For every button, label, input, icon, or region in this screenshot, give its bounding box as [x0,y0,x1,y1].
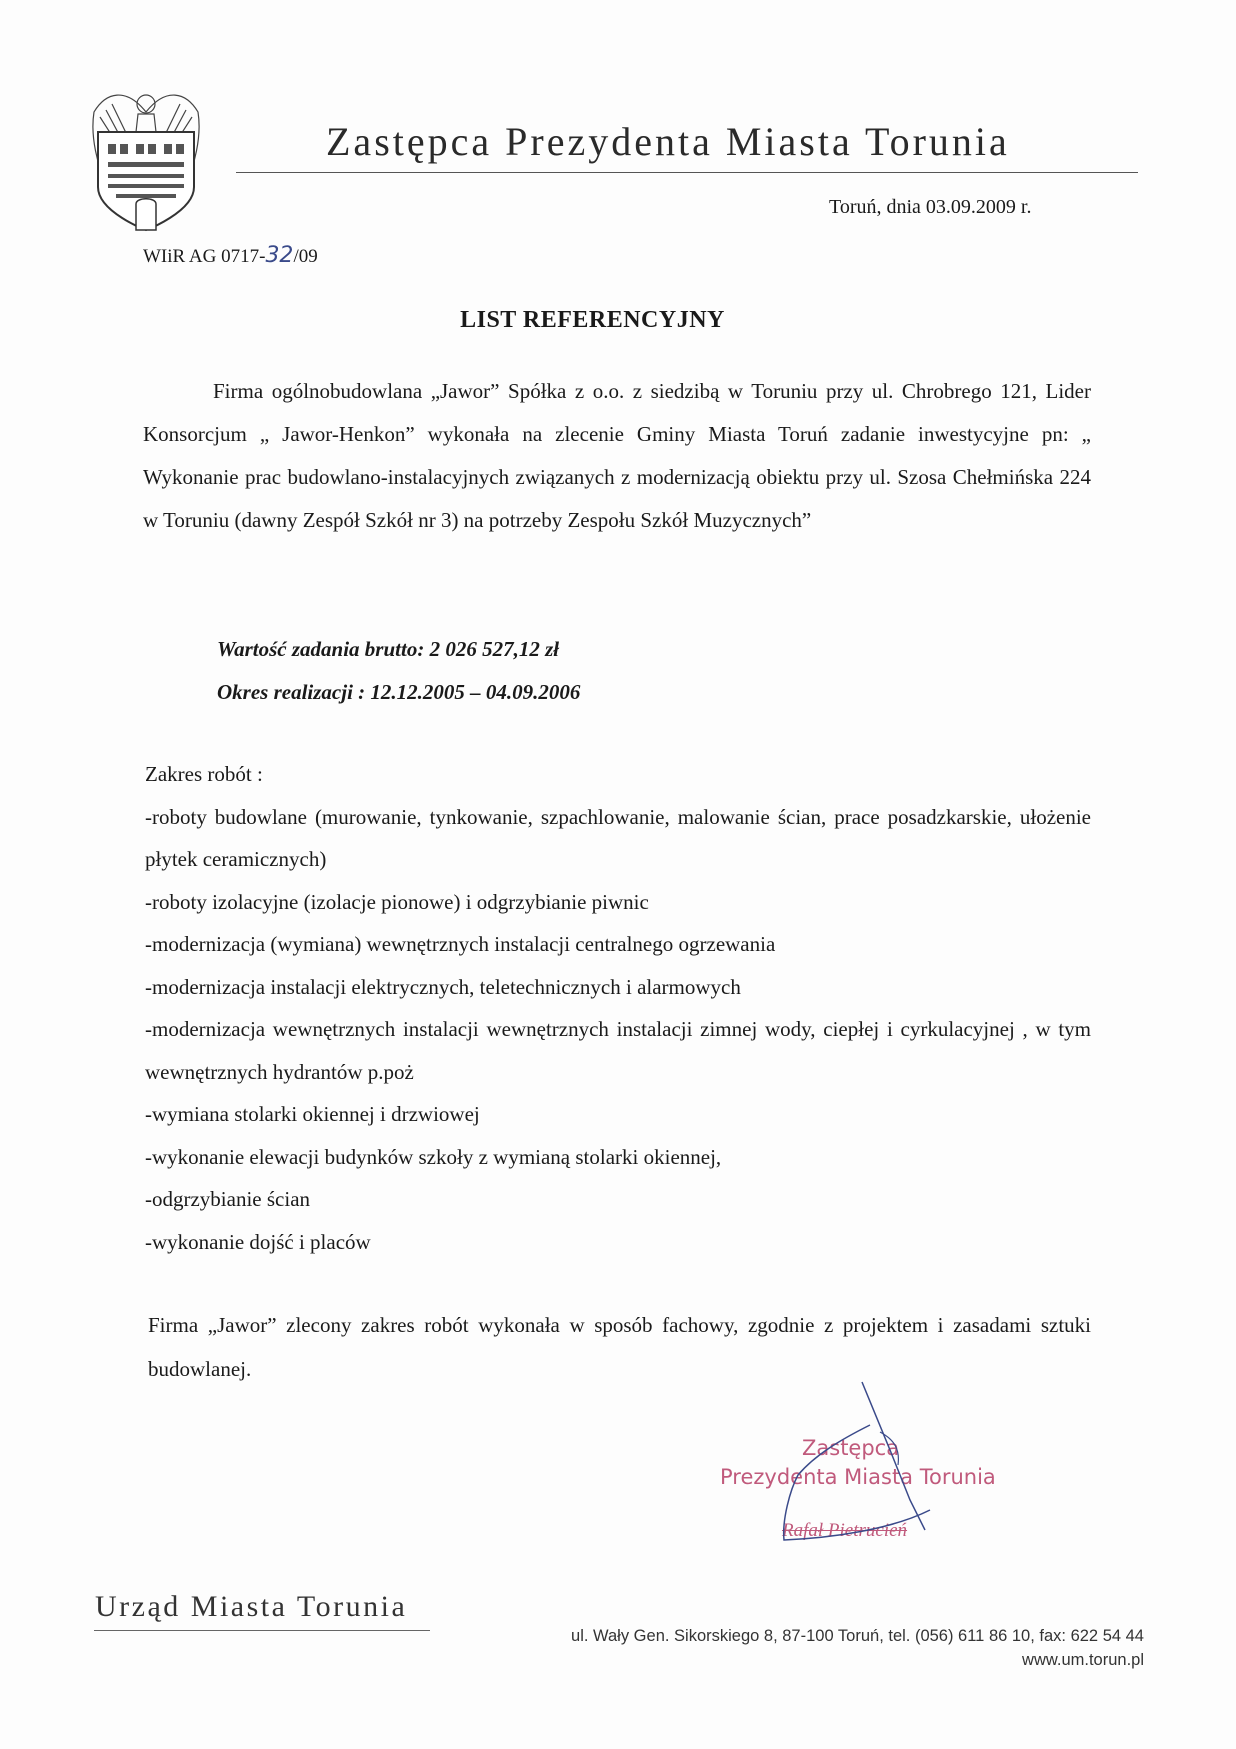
scope-item: -wymiana stolarki okiennej i drzwiowej [145,1102,480,1126]
footer-office-name: Urząd Miasta Torunia [95,1590,408,1623]
scope-item: -modernizacja instalacji elektrycznych, teletechnicznych i alarmowych [145,974,741,999]
scope-title: Zakres robót : [145,762,263,786]
reference-handwritten: 32 [265,243,294,268]
scope-item: -wykonanie elewacji budynków szkoły z wymianą stolarki okiennej, [145,1144,722,1169]
scope-item: -roboty budowlane (murowanie, tynkowanie, szpachlowanie, malowanie ścian, prace posadzkarskie, ułożenie płytek ceramicznych) [145,804,1091,871]
closing-paragraph: Firma „Jawor” zlecony zakres robót wykonała w sposób fachowy, zgodnie z projektem i zasadami sztuki budowlanej. [148,1313,1091,1381]
scope-item: -odgrzybianie ścian [145,1187,311,1211]
contract-value: Wartość zadania brutto: 2 026 527,12 zł [217,637,560,661]
stamp-line-1: Zastępca [802,1436,900,1460]
reference-prefix: WIiR AG 0717- [143,246,266,267]
office-title: Zastępca Prezydenta Miasta Torunia [326,119,1010,164]
footer-divider [94,1630,430,1631]
intro-paragraph-block [143,370,1091,542]
footer-website: www.um.torun.pl [1022,1651,1144,1669]
intro-paragraph: Firma ogólnobudowlana „Jawor” Spółka z o.o. z siedzibą w Toruniu przy ul. Chrobrego 121, Lider Konsorcjum „ Jawor-Henkon” wykonała na zlecenie Gminy Miasta Toruń zadanie inwestycyjne pn: „ Wykonanie prac budowlano-instalacyjnych związanych z modernizacją obiektu przy ul. Szosa Chełmińska 224 w Toruniu (dawny Zespół Szkół nr 3) na potrzeby Zespołu Szkół Muzycznych” [143,379,1091,532]
scope-item: -modernizacja wewnętrznych instalacji wewnętrznych instalacji zimnej wody, ciepłej i cyrkulacyjnej , w tym wewnętrznych hydrantów p.poż [145,1017,1091,1084]
torun-coat-of-arms-icon [86,82,206,232]
official-stamp [720,1380,1040,1560]
scope-item: -modernizacja (wymiana) wewnętrznych instalacji centralnego ogrzewania [145,932,776,956]
footer-contact [571,1624,1144,1672]
scope-item: -wykonanie dojść i placów [145,1229,371,1254]
footer-address-line: ul. Wały Gen. Sikorskiego 8, 87-100 Toruń, tel. (056) 611 86 10, fax: 622 54 44 [571,1627,1144,1645]
reference-suffix: /09 [293,246,318,267]
document-heading: LIST REFERENCYJNY [460,307,725,333]
scope-of-works [145,753,1091,1263]
handwritten-signature-icon [720,1380,1040,1560]
scope-item: -roboty izolacyjne (izolacje pionowe) i odgrzybianie piwnic [145,889,649,914]
stamp-signatory-name: Rafał Pietrucień [782,1520,908,1541]
stamp-line-2: Prezydenta Miasta Torunia [720,1465,996,1489]
contract-highlights [217,628,580,714]
contract-period: Okres realizacji : 12.12.2005 – 04.09.2006 [217,680,581,704]
title-divider [236,172,1138,173]
reference-number [143,243,318,268]
letter-date: Toruń, dnia 03.09.2009 r. [829,196,1032,218]
